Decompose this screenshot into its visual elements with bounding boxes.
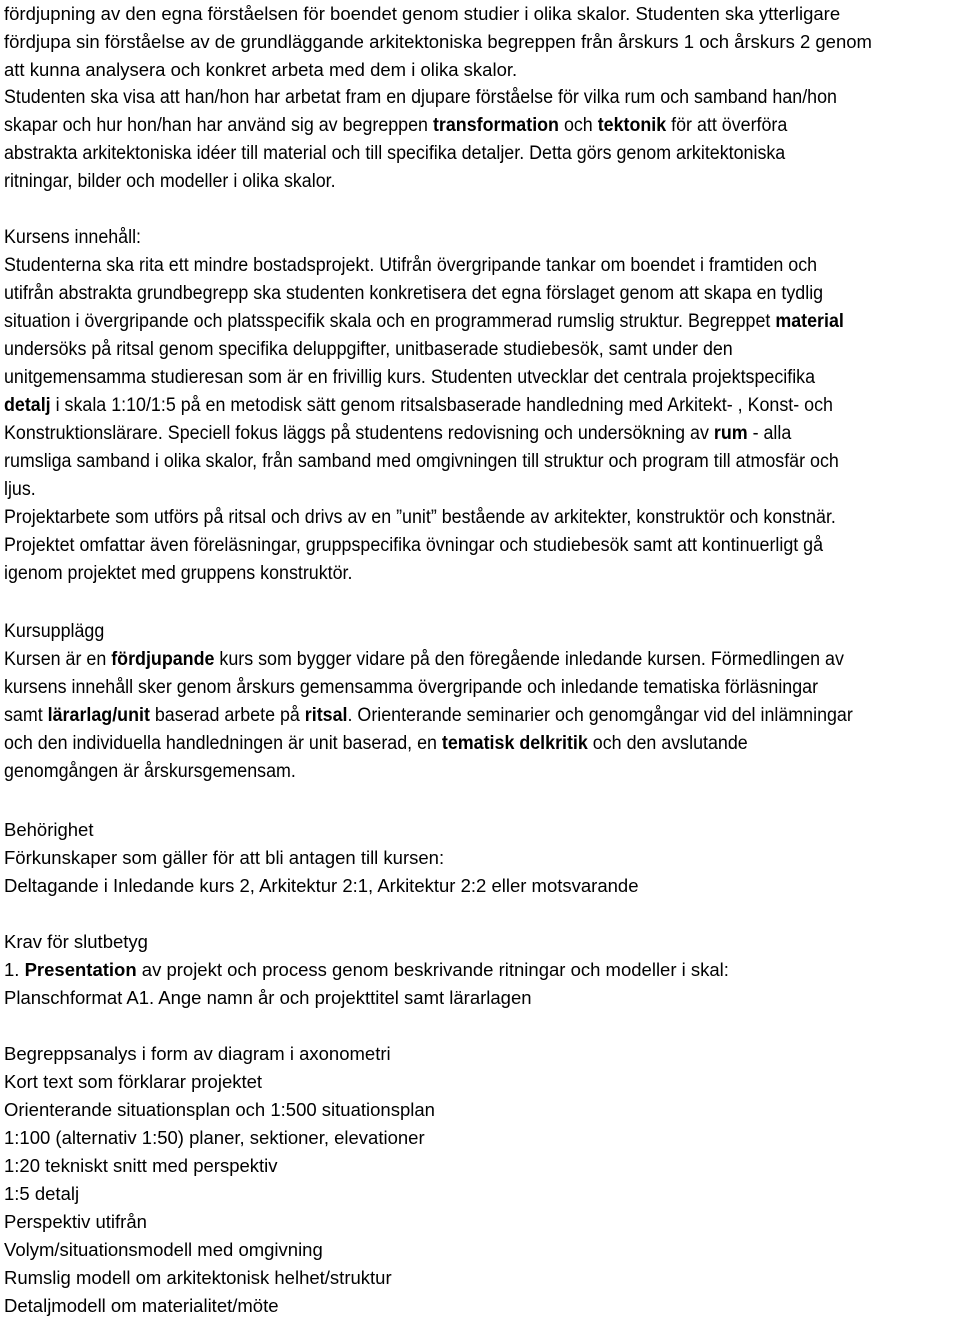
text-run: för att överföra: [666, 115, 788, 136]
requirement-item: 1:5 detalj: [4, 1183, 80, 1204]
text-run: skapar och hur hon/han har använd sig av begreppen: [4, 115, 433, 136]
term-tematisk-delkritik: tematisk delkritik: [441, 733, 588, 754]
text-run: i skala 1:10/1:5 på en metodisk sätt genom ritsalsbaserade handledning med Arkitekt- , Konst- och: [50, 395, 833, 416]
text-run: 1.: [4, 959, 25, 980]
layout-line-1: [4, 646, 844, 674]
content-line-10: Projektarbete som utförs på ritsal och drivs av en ”unit” bestående av arkitekter, konstruktör och konstnär.: [4, 507, 836, 528]
requirement-item: Rumslig modell om arkitektonisk helhet/struktur: [4, 1267, 392, 1288]
term-transformation: transformation: [432, 115, 559, 136]
requirement-item: Detaljmodell om materialitet/möte: [4, 1295, 279, 1316]
eligibility-heading: Behörighet: [4, 819, 94, 840]
layout-heading: Kursupplägg: [4, 621, 105, 642]
text-run: - alla: [747, 423, 792, 444]
term-lararlag-unit: lärarlag/unit: [47, 705, 150, 726]
grading-line-1: [4, 956, 729, 984]
requirement-item: 1:100 (alternativ 1:50) planer, sektioner, elevationer: [4, 1127, 425, 1148]
requirement-item: Perspektiv utifrån: [4, 1211, 147, 1232]
content-line-7: [4, 420, 791, 448]
intro-line-6: abstrakta arkitektoniska idéer till material och till specifika detaljer. Detta görs genom arkitektoniska: [4, 143, 786, 164]
intro-line-2: fördjupa sin förståelse av de grundläggande arkitektoniska begreppen från årskurs 1 och årskurs 2 genom: [4, 31, 872, 52]
intro-line-4: Studenten ska visa att han/hon har arbetat fram en djupare förståelse för vilka rum och samband han/hon: [4, 87, 837, 108]
requirement-item: Volym/situationsmodell med omgivning: [4, 1239, 323, 1260]
eligibility-line-1: Förkunskaper som gäller för att bli antagen till kursen:: [4, 847, 445, 868]
text-run: av projekt och process genom beskrivande ritningar och modeller i skal:: [136, 959, 729, 980]
layout-line-5: genomgången är årskursgemensam.: [4, 761, 296, 782]
term-fordjupande: fördjupande: [111, 649, 215, 670]
content-line-9: ljus.: [4, 479, 36, 500]
text-run: baserad arbete på: [149, 705, 305, 726]
layout-line-3: [4, 702, 853, 730]
requirement-item: 1:20 tekniskt snitt med perspektiv: [4, 1155, 278, 1176]
text-run: Kursen är en: [4, 649, 112, 670]
layout-line-4: [4, 730, 748, 758]
term-tektonik: tektonik: [597, 115, 667, 136]
content-line-3: [4, 308, 844, 336]
intro-line-5: [4, 112, 787, 140]
text-run: samt: [4, 705, 48, 726]
content-line-4: undersöks på ritsal genom specifika deluppgifter, unitbaserade studiebesök, samt under den: [4, 339, 733, 360]
text-run: . Orienterande seminarier och genomgångar vid del inlämningar: [347, 705, 853, 726]
content-line-6: [4, 392, 833, 420]
text-run: och den individuella handledningen är unit baserad, en: [4, 733, 442, 754]
term-rum: rum: [713, 423, 748, 444]
content-line-11: Projektet omfattar även föreläsningar, gruppspecifika övningar och studiebesök samt att kontinuerligt gå: [4, 535, 824, 556]
requirement-item: Kort text som förklarar projektet: [4, 1071, 263, 1092]
requirement-item: Orienterande situationsplan och 1:500 situationsplan: [4, 1099, 435, 1120]
text-run: och den avslutande: [587, 733, 748, 754]
layout-line-2: kursens innehåll sker genom årskurs gemensamma övergripande och inledande tematiska förläsningar: [4, 677, 819, 698]
grading-line-2: Planschformat A1. Ange namn år och projekttitel samt lärarlagen: [4, 987, 532, 1008]
content-heading: Kursens innehåll:: [4, 227, 142, 248]
term-ritsal: ritsal: [304, 705, 348, 726]
text-run: kurs som bygger vidare på den föregående inledande kursen. Förmedlingen av: [214, 649, 844, 670]
requirement-item: Begreppsanalys i form av diagram i axonometri: [4, 1043, 391, 1064]
intro-line-3: att kunna analysera och konkret arbeta med dem i olika skalor.: [4, 59, 518, 80]
text-run: Konstruktionslärare. Speciell fokus läggs på studentens redovisning och undersökning av: [4, 423, 714, 444]
content-line-5: unitgemensamma studieresan som är en frivillig kurs. Studenten utvecklar det centrala projektspecifika: [4, 367, 816, 388]
term-material: material: [775, 311, 844, 332]
content-line-8: rumsliga samband i olika skalor, från samband med omgivningen till struktur och program till atmosfär och: [4, 451, 839, 472]
term-presentation: Presentation: [24, 959, 137, 980]
grading-heading: Krav för slutbetyg: [4, 931, 148, 952]
content-line-2: utifrån abstrakta grundbegrepp ska studenten konkretisera det egna förslaget genom att skapa en tydlig: [4, 283, 824, 304]
content-line-12: igenom projektet med gruppens konstruktör.: [4, 563, 353, 584]
term-detalj: detalj: [4, 395, 51, 416]
text-run: situation i övergripande och platsspecifik skala och en programmerad rumslig struktur. Begreppet: [4, 311, 776, 332]
content-line-1: Studenterna ska rita ett mindre bostadsprojekt. Utifrån övergripande tankar om boendet i framtiden och: [4, 255, 818, 276]
intro-line-1: fördjupning av den egna förståelsen för boendet genom studier i olika skalor. Studenten ska ytterligare: [4, 3, 841, 24]
intro-line-7: ritningar, bilder och modeller i olika skalor.: [4, 171, 336, 192]
eligibility-line-2: Deltagande i Inledande kurs 2, Arkitektur 2:1, Arkitektur 2:2 eller motsvarande: [4, 875, 639, 896]
text-run: och: [558, 115, 598, 136]
